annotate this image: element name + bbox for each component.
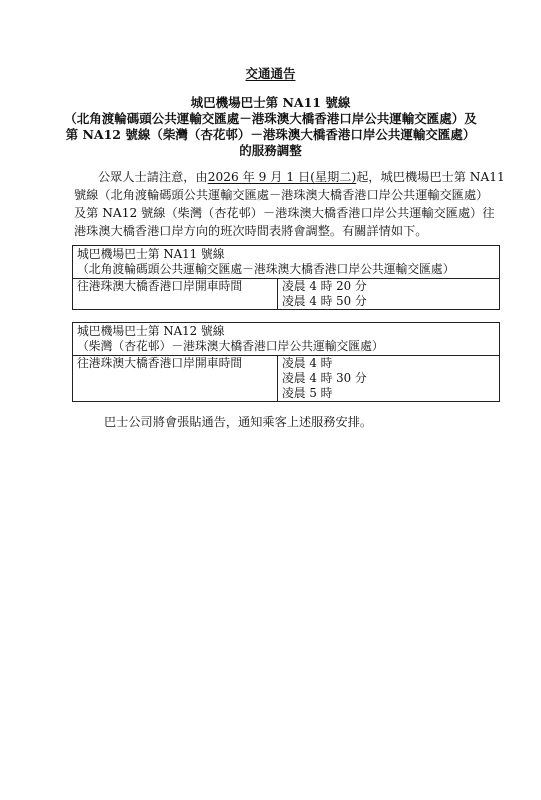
- route-detail: （柴灣（杏花邨）－港珠澳大橋香港口岸公共運輸交匯處）: [77, 339, 384, 353]
- intro-line-1-after: 起，城巴機場巴士第 NA11: [356, 170, 505, 184]
- subject-line-2: （北角渡輪碼頭公共運輸交匯處－港珠澳大橋香港口岸公共運輸交匯處）及: [64, 111, 477, 126]
- departure-time: 凌晨 4 時 30 分: [282, 371, 367, 385]
- table-caption: [73, 323, 500, 356]
- table-caption: [73, 246, 500, 279]
- schedule-table-na12: [72, 322, 500, 402]
- departure-time: 凌晨 5 時: [282, 386, 333, 400]
- notice-title: 交通通告: [245, 66, 296, 81]
- table-caption-row: [73, 323, 500, 356]
- table-row: [73, 356, 500, 402]
- intro-line-1-before: 公眾人士請注意，由: [98, 170, 208, 184]
- departure-times: [278, 279, 500, 310]
- departure-time: 凌晨 4 時 50 分: [282, 294, 367, 308]
- departure-time: 凌晨 4 時: [282, 356, 333, 370]
- subject-line-1: 城巴機場巴士第 NA11 號線: [190, 95, 351, 110]
- row-label: 往港珠澳大橋香港口岸開車時間: [73, 356, 278, 402]
- intro-line-1: [74, 168, 505, 186]
- closing-note: 巴士公司將會張貼通告，通知乘客上述服務安排。: [104, 415, 373, 429]
- subject-line-3: 第 NA12 號線（柴灣（杏花邨）－港珠澳大橋香港口岸公共運輸交匯處）: [65, 127, 476, 142]
- table-caption-row: [73, 246, 500, 279]
- departure-time: 凌晨 4 時 20 分: [282, 279, 367, 293]
- intro-paragraph: [74, 168, 505, 240]
- route-detail: （北角渡輪碼頭公共運輸交匯處－港珠澳大橋香港口岸公共運輸交匯處）: [77, 262, 455, 276]
- schedule-table-na11: [72, 245, 500, 310]
- subject-line-4: 的服務調整: [239, 143, 302, 158]
- table-row: [73, 279, 500, 310]
- route-line: 城巴機場巴士第 NA12 號線: [77, 324, 225, 338]
- departure-times: [278, 356, 500, 402]
- effective-date: 2026 年 9 月 1 日(星期二): [207, 170, 357, 184]
- intro-line-4: 港珠澳大橋香港口岸方向的班次時間表將會調整。有關詳情如下。: [74, 224, 428, 238]
- row-label: 往港珠澳大橋香港口岸開車時間: [73, 279, 278, 310]
- route-line: 城巴機場巴士第 NA11 號線: [77, 247, 225, 261]
- intro-line-2: 號線（北角渡輪碼頭公共運輸交匯處－港珠澳大橋香港口岸公共運輸交匯處）: [74, 188, 489, 202]
- intro-line-3: 及第 NA12 號線（柴灣（杏花邨）－港珠澳大橋香港口岸公共運輸交匯處）往: [74, 206, 495, 220]
